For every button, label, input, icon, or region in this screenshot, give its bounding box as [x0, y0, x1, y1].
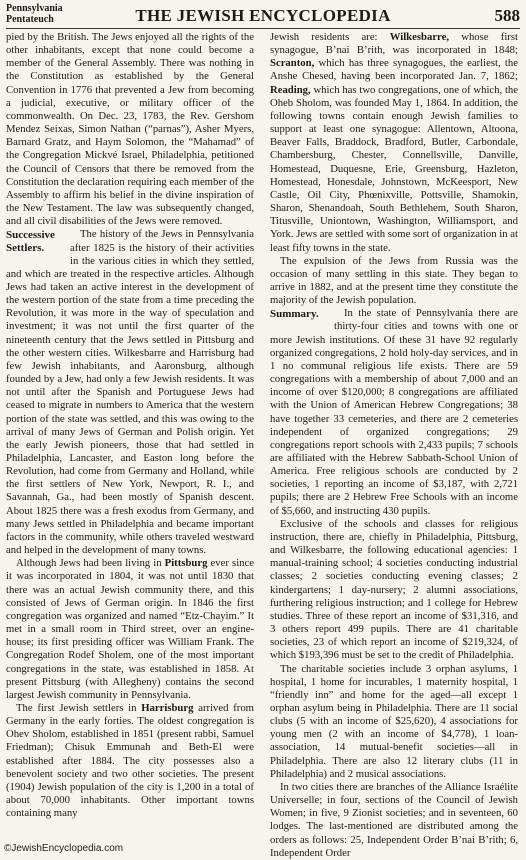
running-head-line1: Pennsylvania — [6, 3, 63, 14]
paragraph: Jewish residents are: Wilkesbarre, whose first synagogue, B’nai B’rith, was incorporated in 1848; Scranton, which has three synagogues, the earliest, the Anshe Chesed, having been incorporated Jan. 7, 1862; Reading, which has two congregations, one of which, the Oheb Sholom, was founded May 1, 1864. In addition, the following towns contain enough Jewish families to support at least one synagogue: Allentown, Altoona, Beaver Falls, Braddock, Bradford, Butler, Carbondale, Chambersburg, Chester, Connellsville, Danville, Homestead, Duquesne, Erie, Greensburg, Hazleton, Homestead, Honesdale, Johnstown, McKeesport, New Castle, Oil City, Phœnixville, Pottsville, Shamokin, Sharon, Shenandoah, South Bethlehem, South Sharon, Titusville, Uniontown, Washington, Williamsport, and York. Jews are settled with some sort of organization in at least fifty towns in the state. — [270, 31, 518, 254]
paragraph: Exclusive of the schools and classes for religious instruction, there are, chiefly in Philadelphia, Pittsburg, and Wilkesbarre, the following educational agencies: 1 manual-training school; 4 societies conducting industrial classes; 2 societies conducting evening classes; 2 kindergartens; 1 day-nursery; 2 alumni associations, furthering religious instruction; and 1 college for Hebrew studies. Three of these report an income of $31,316, and 3 others report 499 pupils. There are 41 charitable societies, 23 of which report an income of $219,324, of which $193,396 must be set to the credit of Philadelphia. — [270, 517, 518, 662]
side-note-successive-settlers: Successive Settlers. — [6, 229, 55, 255]
watermark[interactable]: ©JewishEncyclopedia.com — [4, 843, 124, 854]
left-column — [6, 31, 254, 831]
paragraph: The first Jewish settlers in Harrisburg arrived from Germany in the early forties. The oldest congregation is Ohev Sholom, established in 1851 (present rabbi, Samuel Friedman); Chisuk Emmunah and Beth-El were established after 1884. The city possesses also a benevolent society and two other societies. The present (1904) Jewish population of the city is 1,200 in a total of about 70,000 inhabitants. Other important towns containing many — [6, 701, 254, 820]
place-reading: Reading, — [270, 83, 311, 96]
page-number: 588 — [494, 6, 520, 25]
side-note-summary: Summary. — [270, 308, 319, 321]
paragraph: Summary. In the state of Pennsylvania there are thirty-four cities and towns with one or more Jewish institutions. Of these 31 have 92 regularly organized congregations, 2 hold holy-day services, and in 1 no communal religious life exists. There are 59 congregations with a membership of about 7,000 and an income of over $120,000; 8 congregations are affiliated with the Union of American Hebrew Congregations; 38 have together 33 cemeteries, and there are 2 cemeteries independent of organized congregations; 29 congregations report schools with 2,433 pupils; 7 schools are affiliated with the Hebrew Sabbath-School Union of America. Free religious schools are conducted by 2 societies, 1 reporting an income of $3,187, with 2,721 pupils; there are 2 Hebrew Free Schools with an income of $5,660, and instructing 430 pupils. — [270, 307, 518, 517]
paragraph: Successive Settlers. The history of the Jews in Pennsylvania after 1825 is the history of their activities in the various cities in which they settled, and which are treated in the respective articles. Although Jews had taken an active interest in the development of the western portion of the state from a time preceding the Revolution, it was more in the way of speculation and investment; it was not until the first quarter of the nineteenth century that the Jews settled in Pittsburg and the other western cities. Wilkesbarre and Harrisburg had few Jewish inhabitants, and Aaronsburg, although founded by a Jew, had only a few Jewish residents. It was not until after the Spanish and Portuguese Jews had ceased to migrate in numbers to America that the western portion of the state was settled, and this was owing to the arrival of many Jews of German and Polish origin. Yet the early Jewish pioneers, those that had settled in Philadelphia, Lancaster, and Easton long before the Revolution, had come from Germany and Holland, while the first settlers of New York, Newport, R. I., and Savannah, Ga., had been mostly of Spanish descent. About 1825 there was a fresh exodus from Germany, and many Jews settled in Philadelphia and became important factors in the community, while others traveled westward and helped in the development of many towns. — [6, 228, 254, 557]
right-column — [270, 31, 518, 859]
page-header — [6, 2, 520, 29]
running-head-line2: Pentateuch — [6, 14, 54, 25]
paragraph: pied by the British. The Jews enjoyed all the rights of the other inhabitants, except that none could become a member of the General Assembly. There was nothing in the Constitution as established by the General Convention in 1776 that prevented a Jew from becoming a judicial, executive, or military officer of the commonwealth. On Dec. 23, 1783, the Rev. Gershom Mendez Seixas, Simon Nathan (“parnas”), Asher Myers, Barnard Gratz, and Haym Solomon, the “Mahamad” of the Congregation Mickvé Israel, Philadelphia, petitioned the Council of Censors that there be removed from the Constitution the declaration requiring each member of the Assembly to affirm his belief in the divine inspiration of the New Testament. The law was subsequently changed, and all civil disabilities of the Jews were removed. — [6, 31, 254, 228]
page-title: THE JEWISH ENCYCLOPEDIA — [135, 6, 391, 25]
paragraph: The expulsion of the Jews from Russia was the occasion of many settling in this state. They began to arrive in 1882, and at the present time they constitute the majority of the Jewish population. — [270, 254, 518, 307]
place-harrisburg: Harrisburg — [141, 701, 194, 714]
paragraph: Although Jews had been living in Pittsburg ever since it was incorporated in 1804, it was not until 1830 that there was an actual Jewish community there, and this consisted of Jews of German origin. In 1846 the first congregation was organized and named “Etz-Chayim.” It met in a small room in Third street, over an engine-house; its first presiding officer was William Frank. The Congregation Rodef Sholem, one of the most important congregations in the state, was established in 1858. At present Pittsburg (with Allegheny) contains the second largest Jewish community in Pennsylvania. — [6, 557, 254, 701]
place-wilkesbarre: Wilkesbarre, — [389, 31, 450, 43]
paragraph: The charitable societies include 3 orphan asylums, 1 hospital, 1 home for incurables, 1 maternity hospital, 1 “friendly inn” and home for the aged—all except 1 orphan asylum being in Philadelphia. There are 11 social clubs (5 with an income of $25,620), 4 associations for young men (2 with an income of $4,778), 1 loan-association, 14 mutual-benefit societies—all in Philadelphia. There are also 12 literary clubs (11 in Philadelphia) and 2 musical associations. — [270, 662, 518, 780]
paragraph: In two cities there are branches of the Alliance Israélite Universelle; in four, sections of the Council of Jewish Women; in five, 9 Zionist societies; and in seventeen, 60 lodges. The last-mentioned are distributed among the orders as follows: 25, Independent Order B’nai B’rith; 6, Independent Order — [270, 780, 518, 859]
place-scranton: Scranton, — [270, 57, 315, 70]
place-pittsburg: Pittsburg — [164, 557, 208, 570]
